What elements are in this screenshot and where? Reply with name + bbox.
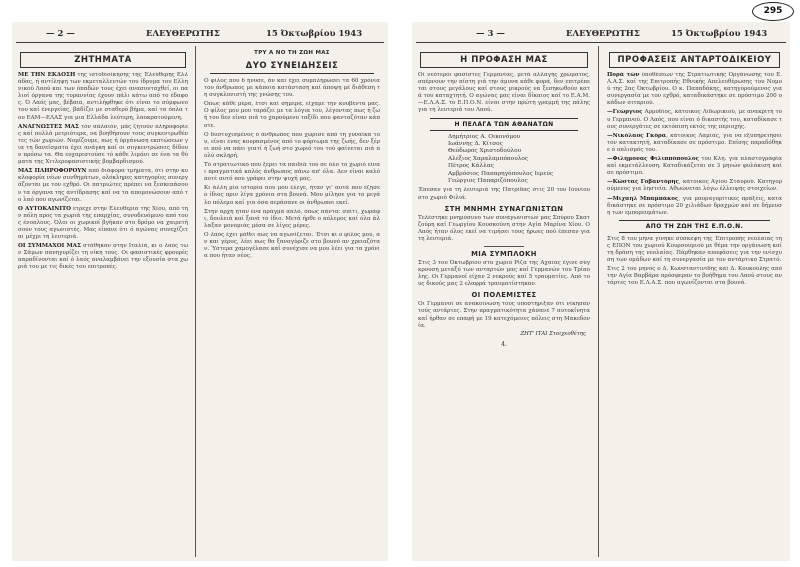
paragraph-body: Αρμοδίος, κάτοικος Λιδωρικιού, με ανακριτή του Γερμανού. Ο Λαός, που είναι ό δικαστής του, καταδίκασε τους συνεργάτες σε εκτόπιση εκτός της περιοχής. xyxy=(607,109,782,130)
epon-subtitle: ΑΠΟ ΤΗ ΖΩΗ ΤΗΣ Ε.Π.Ο.Ν. xyxy=(619,220,770,233)
paragraph-lead: ΜΑΣ ΠΛΗΡΟΦΟΡΟΥΝ xyxy=(18,168,87,175)
zitimata-title: ΖΗΤΗΜΑΤΑ xyxy=(20,52,186,68)
story-paragraph-7: Ο λαός έχει μάθει πώς να αγωνίζεται. Έτσι κι ο φίλος μου, αν και γέρος, λέει πως θα ξαναγύριζε στο βουνό αν χρειαζόταν. Ύστερα χαμογέλασε καί συνέχισε να μου λέει για τα χρόνια που ήταν νέος. xyxy=(204,231,380,260)
paragraph-body: , κάτοικος Αγίου Σταυρού. Κατηγορούμενος για ληστεία. Αθωώνεται λόγω έλλειψης στοιχείων. xyxy=(607,179,782,193)
paragraph-body: έτρεχε στην Ελευθερία της Χίου, από την πόλη προς τα χωριά της επαρχίας, συνοδευόμενο από τους ένοπλους. Όλοι οι χωρικοί βγήκαν στο δρόμο να χαιρετήσουν τους αγωνιστές. Μας είπανε ότι ό αγώνας συνεχίζεται μέχρι τη λευτεριά. xyxy=(18,205,188,241)
paragraph-body: τόν παλαιόν, μάς ζητούν πληροφορίες καί πολλά μετριότερα, να βοηθήσουν τους συγκεντρωθέντες τών χωριών. Νομίζουμε, πως ή όργάνωση εκπτώσεων για τη δανείσματα έχει ανάγκη καί οι συγκεντρώσεις δίδουν πρόσω τα. Θα ευχαριστούσε τό κάθε λιμάνι σε ένα τα θύματα της Χιτλεροφασιστικής βομβαρδισμού. xyxy=(18,123,188,166)
left-page-header xyxy=(16,28,384,43)
court-paragraph-4 xyxy=(607,156,782,177)
right-newspaper-page xyxy=(412,22,790,561)
column-divider xyxy=(195,46,196,557)
profasi-column xyxy=(414,48,594,557)
paragraph-lead: —Μιχαήλ Μπαμπάκος xyxy=(607,195,679,202)
story-paragraph-6: Στην αρχή ήταν ένα πράγμα απλό, όπως πάντα: σπίτι, χωράφι, δουλειά καί ξανά το ίδιο. Μετά ήρθε ο πόλεμος καί όλα άλλαξαν μονομιάς μέσα σε λίγες μέρες. xyxy=(204,208,380,229)
antartodikeio-column xyxy=(603,48,786,557)
zitimata-paragraph-4 xyxy=(18,206,188,241)
dead-list-title: Η ΠΕΛΑΓΑ ΤΩΝ ΑΘΑΝΑΤΩΝ xyxy=(430,118,578,131)
profasi-intro: Οί νεότεροι φασίστες Γερμανίας, μετά αλλαγής χρώματος, σπέρνουν την πίστη γιά την άμυνα κάθε φορά, δεν επιτρέπεται στους μεγάλους καί στους μικρούς να ξεσηκωθούν κατά του καταχτητή. Ο αγώνας μας είναι δίκαιος καί το Ε.Α.Μ.—Ε.Λ.Α.Σ. το Ε.Π.Ο.Ν. είναι στην πρώτη γραμμή της πάλης για τη λευτεριά του Λαού. xyxy=(418,72,590,114)
paragraph-body: της ιστοδιοίκησης της Έλεύθερης Ελλάδας, ή αντίληψη των εκμεταλλευτών του ίδρυμα του Ελληνικού Λαού και των όπαδών τους έχει ανασυνταχθεί, οι παλιοί όργανα της τυραννίας έχουν πάλι κάτω από το έδαφος. Ό Λαός μας, βέβαια, αντιλήφθηκε ότι είναι το σύμφωνο του καί ένεργείας, βαδίζει με σταθερό βήμα, καί τα όπλα του ΕΑΜ—ΕΛΑΣ για μια Ελλάδα λεύτερη, λαοκρατούμενη. xyxy=(18,72,188,121)
dead-name: Δημήτριος Α. Οικονόμου xyxy=(448,133,521,140)
paragraph-lead: —Φιλήμονας Φιλιππόπουλος xyxy=(607,156,699,163)
paragraph-lead: ΟΙ ΣΥΜΜΑΧΟΙ ΜΑΣ xyxy=(18,243,81,250)
left-issue-date: 15 Όκτωβρίου 1943 xyxy=(266,29,363,39)
court-paragraph-6 xyxy=(607,196,782,217)
story-paragraph-3: Ο δυστυχισμένος ό άνθρωπος που χώρισε από τη γυναίκα του, είναι ένας κουρασμένος από το φόρτωμα της ζωής, δεν ξέρει πού να πάει γιατί ή ζωή στο χωριό του τού φαίνεται πιά πολύ σκληρή. xyxy=(204,131,380,159)
paragraph-lead: —Νικόλαος Γκόρα xyxy=(607,132,667,139)
column-divider xyxy=(598,46,599,557)
memorial-text: Τελέστηκε μνημόσυνο των συναγωνιστών μας Σπύρου Σκατζούρη καί Γεωργίου Κουσκούνη στην Αγία Μαρίνα Χίου. Ο Λαός ήταν όλος εκεί να τιμήσει τους ήρωες πού έπεσαν για τη λευτεριά. xyxy=(418,214,590,242)
polemistes-title: ΟΙ ΠΟΛΕΜΙΣΤΕΣ xyxy=(471,291,537,300)
story-paragraph-1: Ο φίλος που δ ήνυσε, άν καί έχει συμπληρώσει τα 60 χρόνια του άνθρωπος με κάποια κατάσταση καί άποψη μέ διάθεση τη συγκλονιστή της γνώσης του. xyxy=(204,78,380,99)
antartodikeio-title: ΠΡΟΦΑΣΕΙΣ ΑΝΤΑΡΤΟΔΙΚΕΙΟΥ xyxy=(609,52,780,68)
story-paragraph-2: Όπως κάθε μέρα, έτσι καί σήμερα, είχαμε την κουβέντα μας. Ο φίλος μου μου ταράζει με τα λόγια του, λέγοντας πως ή ζωή του δεν είναι πιά το χαρούμενο ταξίδι που φανταζόταν κάποτε. xyxy=(204,101,380,129)
profasi-title: Η ΠΡΟΦΑΣΗ ΜΑΣ xyxy=(420,52,588,68)
right-issue-date: 15 Όκτωβρίου 1943 xyxy=(671,29,768,39)
zitimata-paragraph-5 xyxy=(18,243,188,271)
dead-name: Πέτρος Κάλλας xyxy=(448,163,495,170)
left-page-number: — 2 — xyxy=(46,29,75,39)
zitimata-paragraph-3 xyxy=(18,168,188,203)
left-newspaper-page xyxy=(12,22,388,561)
story-paragraph-5: Κι άλλη μία ιστορία που μου έλεγε, ήταν γι' αυτά που έζησε ο ίδιος πριν λίγα χρόνια στα βουνά. Μου μίλησε για το μεγάλο πόλεμο καί για όσα περάσανε οι άνθρωποι εκεί. xyxy=(204,185,380,206)
story-paragraph-4: Τό στρατιωτικό που ξέρει τα παιδιά του σε όλο το χωριό είναι πραγματικά καλός άνθρωπος πάνω απ' όλα. Δεν είναι καλό ποτέ αυτό που γράφει στην ψυχή μας. xyxy=(204,162,380,183)
paragraph-lead: ΜΕ ΤΗΝ ΕΚΔΟΣΗ xyxy=(18,72,76,78)
court-paragraph-3 xyxy=(607,133,782,154)
polemistes-text: Οι Γερμανοί σε ανακοίνωση τους υποστήριξαν ότι νίκησαν τούς αντάρτες. Στην πραγματικότητα χάσανε 7 αυτοκίνητα καί ήρθαν σε επαφή με 19 κατεχόμενες πόλεις στη Μακεδονία. xyxy=(418,301,590,329)
zitimata-paragraph-2 xyxy=(18,124,188,167)
court-paragraph-2 xyxy=(607,109,782,130)
two-consciences-kicker: ΤΡΥ Α ΝΟ ΤΗ ΖΩΗ ΜΑΣ xyxy=(254,50,330,56)
paragraph-body: , για μαυραγορίτικες πράξεις, καταδικάστηκε σε πρόστιμο 20 χιλιάδων δραχμών καί σε δήμευση των εμπορευμάτων. xyxy=(607,195,782,216)
paragraph-body: του Κλη. για πλαστογραφία καί εκμετάλλευση. Καταδικάζεται σε 3 μηνών φυλάκιση καί σε πρόστιμο. xyxy=(607,156,782,177)
two-consciences-column xyxy=(200,48,384,557)
zitimata-column xyxy=(14,48,192,557)
symploki-title: ΜΙΑ ΣΥΜΠΛΟΚΗ xyxy=(471,249,537,258)
left-newspaper-name: ΕΛΕΥΘΕΡΩΤΗΣ xyxy=(146,29,220,39)
dead-name: Ιωάννης Δ. Κίτσος xyxy=(448,140,503,147)
dead-name: Αλέξιος Χαραλαμπόπουλος xyxy=(448,155,529,162)
dead-text: Έπεσαν για τη λευτεριά της Πατρίδας στις 20 του Ιουνίου στο χωριό Φιλιά. xyxy=(418,187,590,201)
divider xyxy=(484,246,524,247)
bottom-number: 4. xyxy=(501,340,507,348)
closing-text: Στις 2 του μηνός ο Δ. Κωνσταντινίδης καί Δ. Κουκούλης από την Αγία Βαρβάρα πρόσφεραν το βοήθημα του Λαού στους αντάρτες του Ε.Λ.Α.Σ. που αγωνίζονται στα βουνά. xyxy=(607,266,782,287)
court-paragraph-1 xyxy=(607,72,782,107)
memorial-title: ΣΤΗ ΜΝΗΜΗ ΣΥΝΑΓΩΝΙΣΤΩΝ xyxy=(444,204,564,213)
paragraph-body: , κάτοικος Λαμίας, για να εξυπηρετήσει τον κατακτητή, καταδίκασε σε πρόστιμο. Επίσης παραδόθηκε ό οπλισμός του. xyxy=(607,132,782,153)
right-page-number: — 3 — xyxy=(476,29,505,39)
dead-name: Αμβρόσιος Παπαρηγόπουλος Ιερεύς xyxy=(448,170,554,177)
two-consciences-title: ΔΥΟ ΣΥΝΕΙΔΗΣΕΙΣ xyxy=(210,59,374,74)
dead-name: Γεώργιος Παπαριζόπουλος xyxy=(448,178,528,184)
paragraph-body: από διάφορα τμήματα, ότι στην κυκλοφορία νέων συνθημάτων, ολόκληρες κατηγορίες συνεργάζονται με τον εχθρό. Οι πατριώτες πρέπει να ξεσκεπάσουν τα όργανα της αντίδρασης καί να τα απομονώσουν από το λαό που αγωνίζεται. xyxy=(18,168,188,203)
epon-text: Στις 8 του μήνα γίνηκε σύσκεψη της Έπιτροπής νεολαίας της ΕΠΟΝ του χωριού Κουρσουμιού με θέμα την οργάνωση καί τη δράση της νεολαίας. Πάρθηκαν αποφάσεις για την ενίσχυση των ομάδων καί τη συνεργασία με τον αντάρτικο Στρατό. xyxy=(607,235,782,264)
symploki-text: Στις 3 του Όκτωβρίου στο χωριό Ρίζα της Αχαΐας έγινε σύγκρουση μεταξύ των ανταρτών μας καί Γερμανών του Τρίπολης. Οι Γερμανοί είχαν 2 νεκρούς καί 5 τραυματίες. Από τους δικούς μας 2 ελαφρά τραυματίστηκαν. xyxy=(418,259,590,288)
paragraph-lead: Ο ΑΥΤΟΚΑΙΝΙΤΟ xyxy=(18,205,71,212)
zitimata-paragraph-1 xyxy=(18,72,188,122)
paragraph-body: στάθηκαν στην Ιταλία, κι ο λαός των Σάμων πανηγυρίζει τη νίκη τους. Οι φασιστικές φρουρές παραδίνονται καί ό λαός αναλαμβάνει την εξουσία στα χωριά του με τις δικές του επιτροπές. xyxy=(18,243,188,271)
paragraph-lead: ΑΝΑΓΝΩΣΤΕΣ ΜΑΣ xyxy=(18,123,79,130)
paragraph-body: ύποθέσεων της Στρατιωτικής Οργάνωσης του Ε.Λ.Α.Σ. καί της Επιτροπής Εθνικής Απελευθέρωσης του Νομού της 2ας Όκτωβρίου. Ο κ. Παπαδάκης, κατηγορούμενος για συνεργασία με τον εχθρό, καταδικάστηκε σε πρόστιμο 200 οκάδων σιταριού. xyxy=(607,72,782,107)
typesetter-signature: ΖΗΤ' ΙΤΑΙ Στοιχεοθέτης xyxy=(520,330,586,337)
court-paragraph-5 xyxy=(607,179,782,193)
right-page-header xyxy=(416,28,786,43)
paragraph-lead: —Γεώργιος xyxy=(607,109,643,116)
stamp-number: 295 xyxy=(752,2,794,21)
dead-names-list xyxy=(448,134,594,186)
right-newspaper-name: ΕΛΕΥΘΕΡΩΤΗΣ xyxy=(566,29,640,39)
paragraph-lead: —Κώστας Γοβαντόρης xyxy=(607,179,679,186)
dead-name: Θεόδωρος Χριστοδούλου xyxy=(448,148,522,155)
paragraph-lead: Πορά τών xyxy=(607,72,640,78)
